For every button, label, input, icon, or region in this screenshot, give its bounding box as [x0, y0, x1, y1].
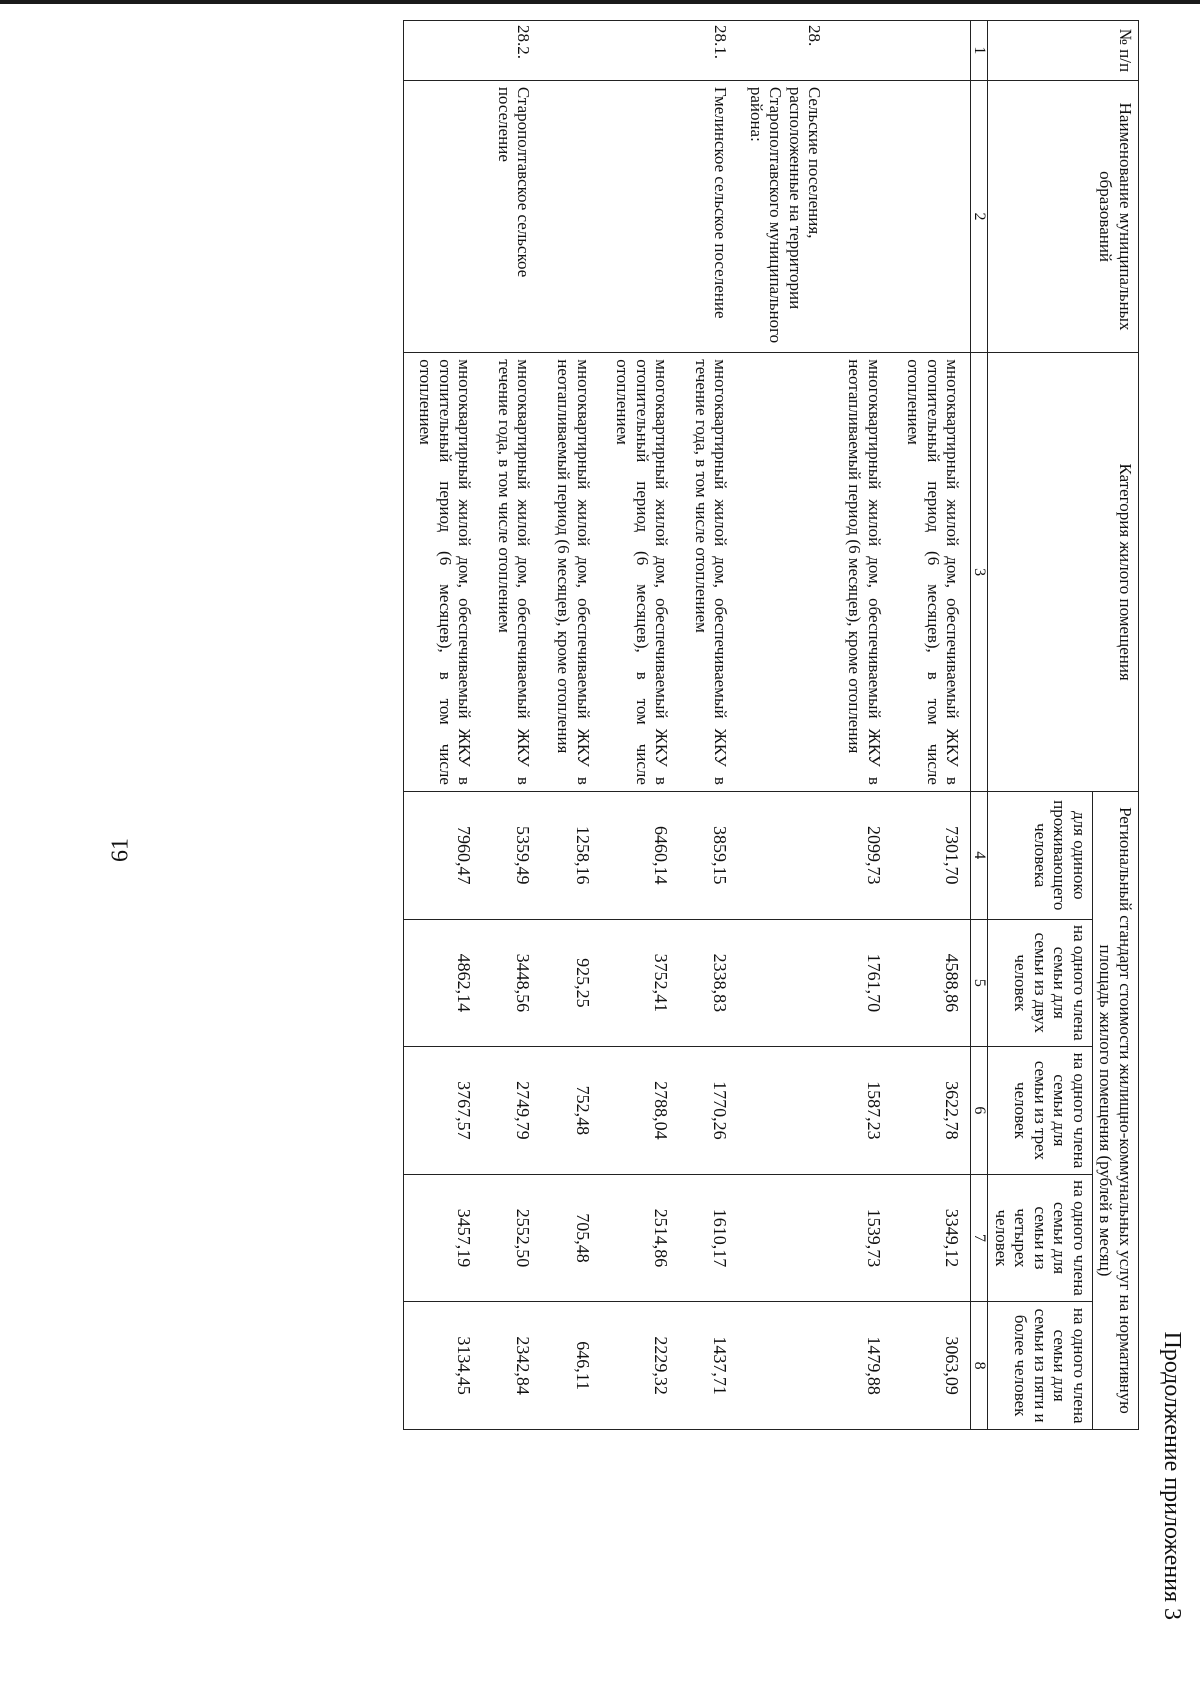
row-num: 28.2.	[482, 21, 541, 81]
row-value-col8: 646,11	[541, 1302, 600, 1430]
row-value-col8: 1437,71	[679, 1302, 738, 1430]
header-col4: для одиноко проживающего человека	[988, 791, 1093, 919]
column-number: 1	[971, 21, 988, 81]
row-value-col7: 705,48	[541, 1174, 600, 1302]
row-value-col5: 4588,86	[892, 919, 971, 1047]
row-name: Сельские поселения, расположенные на территории Старополтавского муниципального района:	[738, 80, 832, 352]
row-num	[403, 21, 482, 81]
column-number: 3	[971, 353, 988, 792]
appendix-subtitle: Продолжение приложения 3	[1159, 1331, 1185, 1620]
row-category	[738, 353, 832, 792]
table-row	[892, 21, 971, 1430]
column-number: 5	[971, 919, 988, 1047]
row-value-col4: 6460,14	[601, 791, 680, 919]
row-value-col6: 3622,78	[892, 1047, 971, 1175]
row-value-col6: 2749,79	[482, 1047, 541, 1175]
table-row	[403, 21, 482, 1430]
row-category: многоквартирный жилой дом, обеспечиваемый ЖКУ в течение года, в том числе отоплением	[482, 353, 541, 792]
row-value-col5: 4862,14	[403, 919, 482, 1047]
row-value-col7: 3349,12	[892, 1174, 971, 1302]
row-category: многоквартирный жилой дом, обеспечиваемый ЖКУ в неотапливаемый период (6 месяцев), кроме отопления	[541, 353, 600, 792]
row-value-col7: 1610,17	[679, 1174, 738, 1302]
row-category: многоквартирный жилой дом, обеспечиваемый ЖКУ в течение года, в том числе отоплением	[679, 353, 738, 792]
row-value-col5	[738, 919, 832, 1047]
row-value-col5: 925,25	[541, 919, 600, 1047]
header-category: Категория жилого помещения	[988, 353, 1139, 792]
row-value-col4: 3859,15	[679, 791, 738, 919]
table-row	[482, 21, 541, 1430]
row-value-col6: 3767,57	[403, 1047, 482, 1175]
row-value-col8: 2229,32	[601, 1302, 680, 1430]
row-value-col7	[738, 1174, 832, 1302]
column-number: 6	[971, 1047, 988, 1175]
table-row	[738, 21, 832, 1430]
column-number: 2	[971, 80, 988, 352]
row-value-col8: 1479,88	[832, 1302, 891, 1430]
row-value-col4: 5359,49	[482, 791, 541, 919]
header-col6: на одного члена семьи для семьи из трех человек	[988, 1047, 1093, 1175]
row-num	[892, 21, 971, 81]
row-name	[403, 80, 482, 352]
row-category: многоквартирный жилой дом, обеспечиваемый ЖКУ в отопительный период (6 месяцев), в том числе отоплением	[601, 353, 680, 792]
row-value-col5: 2338,83	[679, 919, 738, 1047]
row-value-col4: 7301,70	[892, 791, 971, 919]
header-num: № п/п	[988, 21, 1139, 81]
row-value-col6	[738, 1047, 832, 1175]
row-value-col5: 3448,56	[482, 919, 541, 1047]
header-name: Наименование муниципальных образований	[988, 80, 1139, 352]
row-value-col7: 2552,50	[482, 1174, 541, 1302]
housing-standard-table	[403, 20, 1139, 1430]
row-value-col6: 2788,04	[601, 1047, 680, 1175]
table-row	[601, 21, 680, 1430]
row-value-col5: 3752,41	[601, 919, 680, 1047]
row-value-col6: 1587,23	[832, 1047, 891, 1175]
header-col7: на одного члена семьи для семьи из четырех человек	[988, 1174, 1093, 1302]
row-name: Гмелинское сельское поселение	[679, 80, 738, 352]
row-value-col8	[738, 1302, 832, 1430]
row-value-col4	[738, 791, 832, 919]
table-row	[832, 21, 891, 1430]
column-number: 7	[971, 1174, 988, 1302]
header-standard-group: Региональный стандарт стоимости жилищно-коммунальных услуг на нормативную площадь жилого помещения (рублей в месяц)	[1092, 791, 1138, 1429]
row-category: многоквартирный жилой дом, обеспечиваемый ЖКУ в неотапливаемый период (6 месяцев), кроме отопления	[832, 353, 891, 792]
header-col5: на одного члена семьи для семьи из двух человек	[988, 919, 1093, 1047]
row-value-col6: 752,48	[541, 1047, 600, 1175]
rotated-table-region	[115, 0, 1200, 1640]
row-value-col7: 1539,73	[832, 1174, 891, 1302]
column-number: 8	[971, 1302, 988, 1430]
column-number: 4	[971, 791, 988, 919]
row-value-col5: 1761,70	[832, 919, 891, 1047]
row-value-col7: 3457,19	[403, 1174, 482, 1302]
row-num: 28.1.	[679, 21, 738, 81]
row-num: 28.	[738, 21, 832, 81]
row-name	[541, 80, 600, 352]
row-category: многоквартирный жилой дом, обеспечиваемый ЖКУ в отопительный период (6 месяцев), в том числе отоплением	[403, 353, 482, 792]
row-value-col8: 3063,09	[892, 1302, 971, 1430]
table-row	[541, 21, 600, 1430]
row-name: Старополтавское сельское поселение	[482, 80, 541, 352]
row-value-col7: 2514,86	[601, 1174, 680, 1302]
row-value-col4: 2099,73	[832, 791, 891, 919]
row-value-col6: 1770,26	[679, 1047, 738, 1175]
row-name	[832, 80, 891, 352]
row-num	[541, 21, 600, 81]
column-number-row	[971, 21, 988, 1430]
row-value-col8: 2342,84	[482, 1302, 541, 1430]
row-num	[832, 21, 891, 81]
row-num	[601, 21, 680, 81]
row-value-col4: 1258,16	[541, 791, 600, 919]
table-row	[679, 21, 738, 1430]
row-value-col4: 7960,47	[403, 791, 482, 919]
row-value-col8: 3134,45	[403, 1302, 482, 1430]
row-name	[601, 80, 680, 352]
row-name	[892, 80, 971, 352]
page-number: 61	[107, 838, 134, 862]
header-col8: на одного члена семьи для семьи из пяти и более человек	[988, 1302, 1093, 1430]
row-category: многоквартирный жилой дом, обеспечиваемый ЖКУ в отопительный период (6 месяцев), в том числе отоплением	[892, 353, 971, 792]
